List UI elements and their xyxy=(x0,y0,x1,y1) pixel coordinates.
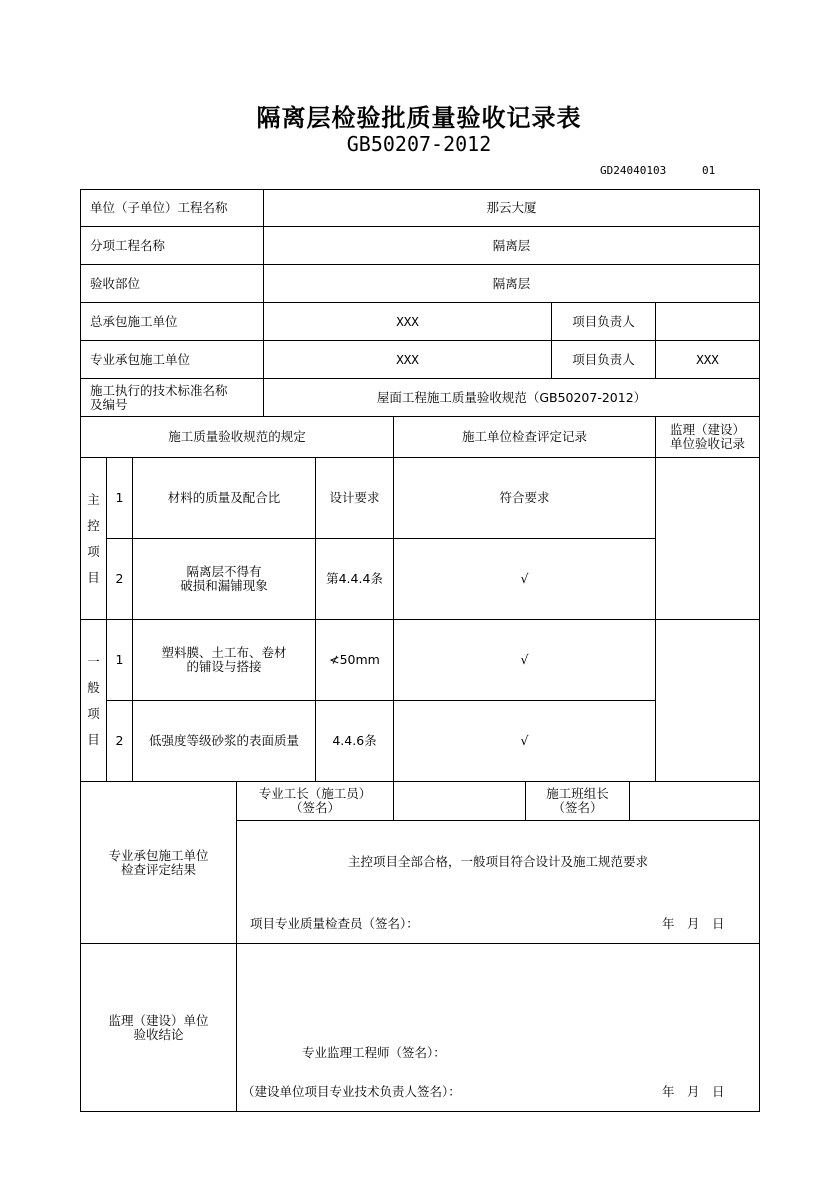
general-item-desc-line: 的铺设与搭接 xyxy=(186,659,262,674)
general-item-description xyxy=(133,701,315,781)
main-char: 主 xyxy=(87,491,100,507)
sub-contractor-label: 专业承包施工单位 xyxy=(90,351,191,367)
supervision-header-line-2: 单位验收记录 xyxy=(669,436,745,451)
general-items-label xyxy=(81,620,106,781)
foreman-line-1: 专业工长（施工员） xyxy=(258,786,372,801)
contractor-eval-label xyxy=(81,782,236,943)
gc-manager-value xyxy=(656,303,759,340)
owner-representative-signature: （建设单位项目专业技术负责人签名）： xyxy=(242,1084,461,1099)
team-leader-signature-field[interactable] xyxy=(630,782,759,820)
sc-manager-label: 项目负责人 xyxy=(572,351,635,367)
general-item-result: √ xyxy=(520,652,529,667)
unit-name-value: 那云大厦 xyxy=(486,200,537,215)
main-item-requirement: 第4.4.4条 xyxy=(326,571,383,586)
general-char: 项 xyxy=(87,705,100,721)
contractor-label-line-2: 检查评定结果 xyxy=(120,861,196,877)
general-item-requirement: 4.4.6条 xyxy=(332,733,377,748)
contractor-label-line-1: 专业承包施工单位 xyxy=(108,847,209,863)
main-item-result: 符合要求 xyxy=(499,490,550,505)
standard-code: GB50207-2012 xyxy=(346,132,492,156)
document-number: GD24040103 xyxy=(600,164,667,177)
main-item-desc-line: 隔离层不得有 xyxy=(186,564,262,579)
document-sequence: 01 xyxy=(702,164,716,177)
supervisor-label-line-2: 验收结论 xyxy=(133,1026,184,1042)
main-item-description xyxy=(133,458,315,538)
supervisor-conclusion-label xyxy=(81,944,236,1111)
rule xyxy=(236,781,237,1112)
general-item-number: 2 xyxy=(115,733,124,748)
general-item-desc-line: 低强度等级砂浆的表面质量 xyxy=(148,733,299,748)
main-item-desc-line: 材料的质量及配合比 xyxy=(167,490,281,505)
general-char: 一 xyxy=(87,653,100,669)
general-item-result: √ xyxy=(520,733,529,748)
spec-column-header: 施工质量验收规范的规定 xyxy=(168,429,306,444)
main-item-result: √ xyxy=(520,571,529,586)
general-item-number: 1 xyxy=(115,652,124,667)
gc-manager-label: 项目负责人 xyxy=(572,313,635,329)
team-leader-signature-label xyxy=(526,782,629,820)
general-item-desc-line: 塑料膜、土工布、卷材 xyxy=(161,645,287,660)
document-title: 隔离层检验批质量验收记录表 xyxy=(256,104,582,132)
main-item-requirement: 设计要求 xyxy=(329,490,380,505)
general-item-description xyxy=(133,620,315,700)
acceptance-part-value: 隔离层 xyxy=(492,275,531,291)
main-char: 目 xyxy=(87,569,100,585)
standard-value: 屋面工程施工质量验收规范（GB50207-2012） xyxy=(376,389,647,405)
main-item-number: 1 xyxy=(115,490,124,505)
foreman-signature-label xyxy=(237,782,393,820)
standard-label-line-2: 及编号 xyxy=(90,396,128,412)
rule xyxy=(655,416,656,782)
foreman-signature-field[interactable] xyxy=(394,782,525,820)
general-item-requirement: ≮50mm xyxy=(329,652,380,667)
general-char: 般 xyxy=(87,679,100,695)
main-item-number: 2 xyxy=(115,571,124,586)
main-items-label xyxy=(81,458,106,619)
supervision-header-line-1: 监理（建设） xyxy=(669,422,745,437)
quality-inspector-signature: 项目专业质量检查员（签名）： xyxy=(250,916,419,931)
general-char: 目 xyxy=(87,731,100,747)
sub-project-label: 分项工程名称 xyxy=(90,237,166,253)
contractor-eval-result: 主控项目全部合格，一般项目符合设计及施工规范要求 xyxy=(347,854,648,869)
main-item-desc-line: 破损和漏铺现象 xyxy=(180,578,268,593)
rule xyxy=(236,820,760,821)
rule xyxy=(80,1111,760,1112)
standard-label-line-1: 施工执行的技术标准名称 xyxy=(90,382,228,398)
supervisor-date: 年 月 日 xyxy=(662,1084,725,1099)
sc-manager-value: XXX xyxy=(696,351,719,367)
unit-name-label: 单位（子单位）工程名称 xyxy=(90,200,228,215)
general-contractor-label: 总承包施工单位 xyxy=(90,313,178,329)
leader-line-1: 施工班组长 xyxy=(546,786,609,801)
supervisor-label-line-1: 监理（建设）单位 xyxy=(108,1012,209,1028)
main-item-description xyxy=(133,539,315,619)
standard-label xyxy=(90,379,260,416)
supervision-engineer-signature: 专业监理工程师（签名）： xyxy=(302,1045,446,1060)
leader-line-2: （签名） xyxy=(552,800,603,815)
supervision-column-header xyxy=(656,417,759,457)
contractor-date: 年 月 日 xyxy=(662,916,725,931)
main-char: 控 xyxy=(87,517,100,533)
sub-contractor-value: XXX xyxy=(396,351,419,367)
general-contractor-value: XXX xyxy=(396,313,419,329)
acceptance-part-label: 验收部位 xyxy=(90,275,141,291)
main-char: 项 xyxy=(87,543,100,559)
sub-project-value: 隔离层 xyxy=(492,237,531,253)
rule xyxy=(759,189,760,1112)
check-column-header: 施工单位检查评定记录 xyxy=(461,429,587,444)
foreman-line-2: （签名） xyxy=(289,800,340,815)
